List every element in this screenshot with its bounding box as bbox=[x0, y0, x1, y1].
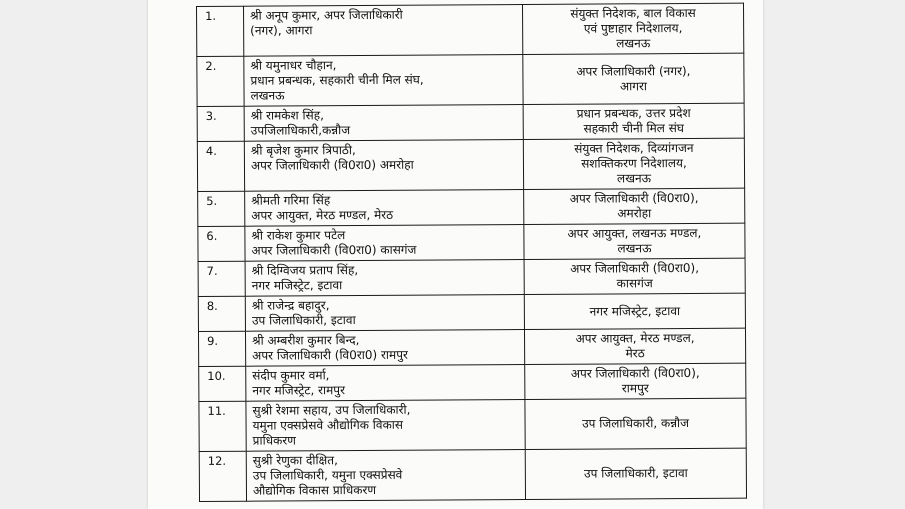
table-row bbox=[198, 188, 745, 226]
officer-current-post: श्री राजेन्द्र बहादुर, उप जिलाधिकारी, इटावा bbox=[245, 295, 524, 332]
table-row bbox=[199, 398, 746, 451]
new-posting: उप जिलाधिकारी, कन्नौज bbox=[525, 398, 746, 449]
officer-current-post: श्री राकेश कुमार पटेल अपर जिलाधिकारी (वि0रा0) कासगंज bbox=[245, 225, 524, 262]
table-row bbox=[198, 258, 745, 296]
new-posting: अपर आयुक्त, लखनऊ मण्डल, लखनऊ bbox=[524, 223, 745, 259]
serial-number: 8. bbox=[198, 296, 245, 331]
table-row bbox=[197, 3, 744, 56]
table-row bbox=[197, 138, 744, 191]
table-row bbox=[199, 448, 746, 501]
table-row bbox=[197, 103, 744, 141]
new-posting: अपर जिलाधिकारी (वि0रा0), रामपुर bbox=[525, 363, 746, 399]
table-row bbox=[199, 363, 746, 401]
serial-number: 1. bbox=[197, 6, 244, 56]
serial-number: 12. bbox=[199, 451, 246, 501]
officer-current-post: श्री बृजेश कुमार त्रिपाठी, अपर जिलाधिकारी (वि0रा0) अमरोहा bbox=[244, 140, 523, 192]
serial-number: 9. bbox=[198, 331, 245, 366]
table-row bbox=[198, 293, 745, 331]
officer-current-post: श्री अनूप कुमार, अपर जिलाधिकारी (नगर), आगरा bbox=[244, 5, 523, 57]
new-posting: संयुक्त निदेशक, बाल विकास एवं पुष्टाहार निदेशालय, लखनऊ bbox=[522, 3, 743, 54]
transfer-list-table bbox=[196, 3, 747, 502]
new-posting: अपर जिलाधिकारी (वि0रा0), कासगंज bbox=[524, 258, 745, 294]
table-row bbox=[198, 223, 745, 261]
new-posting: अपर जिलाधिकारी (वि0रा0), अमरोहा bbox=[524, 188, 745, 224]
officer-current-post: श्री रामकेश सिंह, उपजिलाधिकारी,कन्नौज bbox=[244, 105, 523, 142]
serial-number: 10. bbox=[199, 366, 246, 401]
new-posting: नगर मजिस्ट्रेट, इटावा bbox=[524, 293, 745, 329]
table-row bbox=[198, 328, 745, 366]
officer-current-post: संदीप कुमार वर्मा, नगर मजिस्ट्रेट, रामपुर bbox=[246, 364, 525, 401]
serial-number: 3. bbox=[197, 106, 244, 141]
serial-number: 4. bbox=[197, 141, 244, 191]
officer-current-post: श्री दिग्विजय प्रताप सिंह, नगर मजिस्ट्रेट, इटावा bbox=[245, 260, 524, 297]
table-row bbox=[197, 53, 744, 106]
officer-current-post: श्री यमुनाधर चौहान, प्रधान प्रबन्धक, सहकारी चीनी मिल संघ, लखनऊ bbox=[244, 55, 523, 107]
serial-number: 2. bbox=[197, 56, 244, 106]
new-posting: प्रधान प्रबन्धक, उत्तर प्रदेश सहकारी चीनी मिल संघ bbox=[523, 103, 744, 139]
serial-number: 11. bbox=[199, 401, 246, 451]
new-posting: उप जिलाधिकारी, इटावा bbox=[525, 448, 746, 499]
new-posting: अपर जिलाधिकारी (नगर), आगरा bbox=[523, 53, 744, 104]
officer-current-post: श्रीमती गरिमा सिंह अपर आयुक्त, मेरठ मण्डल, मेरठ bbox=[245, 190, 524, 227]
serial-number: 6. bbox=[198, 226, 245, 261]
officer-current-post: सुश्री रेशमा सहाय, उप जिलाधिकारी, यमुना एक्सप्रेसवे औद्योगिक विकास प्राधिकरण bbox=[246, 399, 525, 451]
serial-number: 7. bbox=[198, 261, 245, 296]
officer-current-post: श्री अम्बरीश कुमार बिन्द, अपर जिलाधिकारी (वि0रा0) रामपुर bbox=[245, 329, 524, 366]
new-posting: संयुक्त निदेशक, दिव्यांगजन सशक्तिकरण निदेशालय, लखनऊ bbox=[523, 138, 744, 189]
serial-number: 5. bbox=[198, 191, 245, 226]
new-posting: अपर आयुक्त, मेरठ मण्डल, मेरठ bbox=[524, 328, 745, 364]
officer-current-post: सुश्री रेणुका दीक्षित, उप जिलाधिकारी, यमुना एक्सप्रेसवे औद्योगिक विकास प्राधिकरण bbox=[246, 449, 525, 501]
